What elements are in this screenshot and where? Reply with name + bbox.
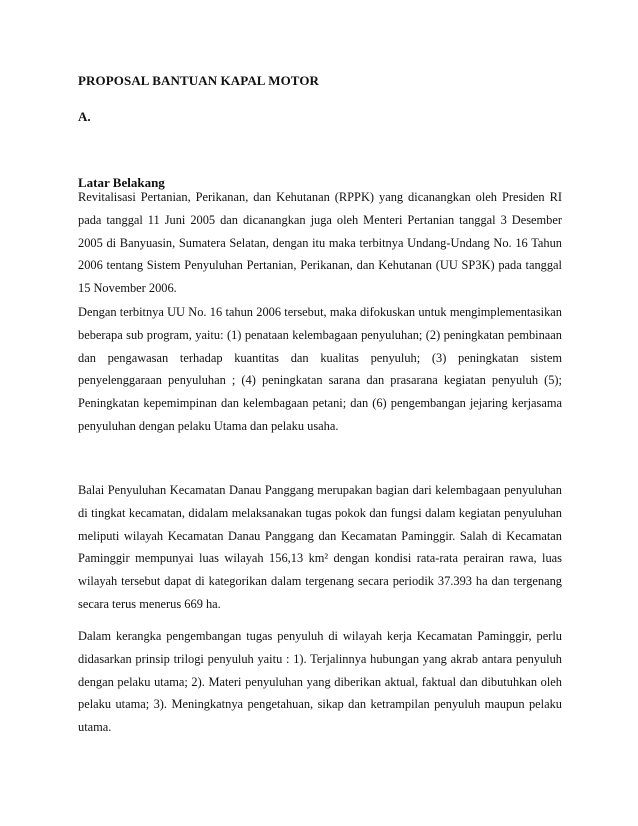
document-page	[78, 0, 562, 826]
paragraph-1: Revitalisasi Pertanian, Perikanan, dan Kehutanan (RPPK) yang dicanangkan oleh Presiden RI pada tanggal 11 Juni 2005 dan dicanangkan juga oleh Menteri Pertanian tanggal 3 Desember 2005 di Banyuasin, Sumatera Selatan, dengan itu maka terbitnya Undang-Undang No. 16 Tahun 2006 tentang Sistem Penyuluhan Pertanian, Perikanan, dan Kehutanan (UU SP3K) pada tanggal 15 November 2006.	[78, 190, 562, 296]
document-title: PROPOSAL BANTUAN KAPAL MOTOR	[78, 73, 320, 88]
paragraph-4: Dalam kerangka pengembangan tugas penyuluh di wilayah kerja Kecamatan Paminggir, perlu didasarkan prinsip trilogi penyuluh yaitu : 1). Terjalinnya hubungan yang akrab antara penyuluh dengan pelaku utama; 2). Materi penyuluhan yang diberikan aktual, faktual dan dibutuhkan oleh pelaku utama; 3). Meningkatnya pengetahuan, sikap dan ketrampilan penyuluh maupun pelaku utama.	[78, 629, 562, 735]
section-letter: A.	[78, 109, 91, 124]
section-heading: Latar Belakang	[78, 175, 165, 190]
paragraph-3: Balai Penyuluhan Kecamatan Danau Panggang merupakan bagian dari kelembagaan penyuluhan di tingkat kecamatan, didalam melaksanakan tugas pokok dan fungsi dalam kegiatan penyuluhan meliputi wilayah Kecamatan Danau Panggang dan Kecamatan Paminggir. Salah di Kecamatan Paminggir mempunyai luas wilayah 156,13 km² dengan kondisi rata-rata perairan rawa, luas wilayah tersebut dapat di kategorikan dalam tergenang secara periodik 37.393 ha dan tergenang secara terus menerus 669 ha.	[78, 483, 562, 611]
paragraph-2: Dengan terbitnya UU No. 16 tahun 2006 tersebut, maka difokuskan untuk mengimplementasikan beberapa sub program, yaitu: (1) penataan kelembagaan penyuluhan; (2) peningkatan pembinaan dan pengawasan terhadap kuantitas dan kualitas penyuluh; (3) peningkatan sistem penyelenggaraan penyuluhan ; (4) peningkatan sarana dan prasarana kegiatan penyuluh (5); Peningkatan kepemimpinan dan kelembagaan petani; dan (6) pengembangan jejaring kerjasama penyuluhan dengan pelaku Utama dan pelaku usaha.	[78, 305, 562, 433]
